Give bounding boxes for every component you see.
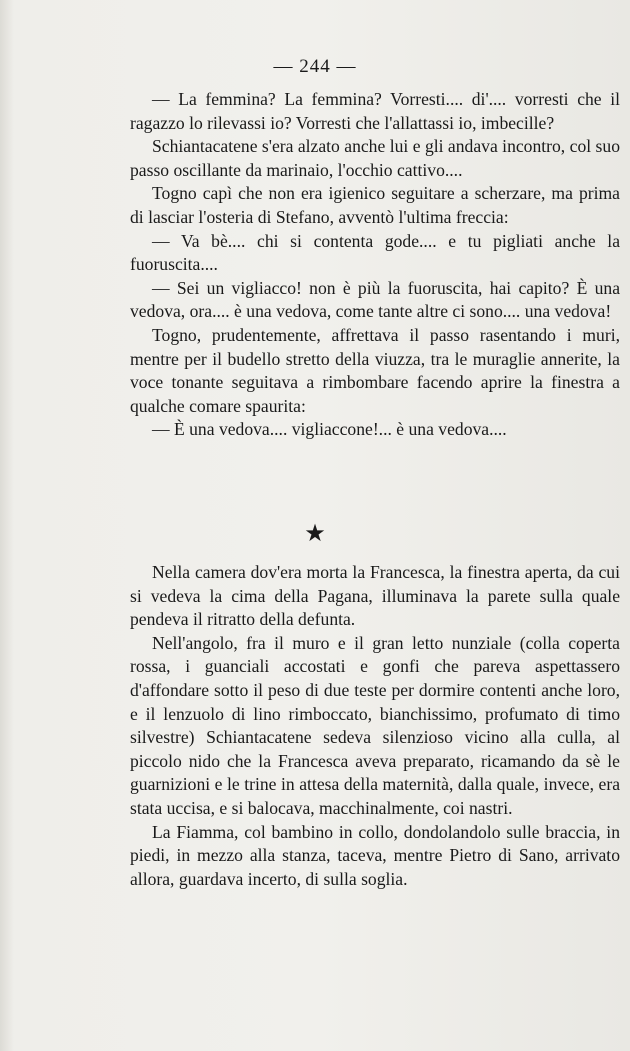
paragraph: Nell'angolo, fra il muro e il gran letto nunziale (colla coperta rossa, i guanciali accostati e gonfi che pareva aspettassero d'affondare sotto il peso di due teste per dormire contenti anche loro, e il lenzuolo di lino rimboccato, bianchissimo, profumato di timo silvestre) Schiantacatene sedeva silenzioso vicino alla culla, al piccolo nido che la Francesca aveva preparato, ricamando da sè le guarnizioni e le trine in attesa della maternità, dalla quale, invece, era stata uccisa, e si balocava, macchinalmente, coi nastri. — [130, 632, 620, 818]
paragraph: — È una vedova.... vigliaccone!... è una vedova.... — [152, 419, 507, 440]
paragraph: La Fiamma, col bambino in collo, dondolandolo sulle braccia, in piedi, in mezzo alla stanza, taceva, mentre Pietro di Sano, arrivato allora, guardava incerto, di sulla soglia. — [130, 821, 620, 889]
text-section-2 — [130, 561, 620, 891]
paragraph: — La femmina? La femmina? Vorresti.... di'.... vorresti che il ragazzo lo rilevassi io? Vorresti che l'allattassi io, imbecille? — [130, 89, 620, 133]
text-section-1 — [130, 88, 620, 442]
paragraph: — Va bè.... chi si contenta gode.... e tu pigliati anche la fuoruscita.... — [130, 230, 620, 275]
page-number: — 244 — — [273, 56, 357, 77]
star-separator-icon: ★ — [304, 521, 326, 547]
paragraph: Schiantacatene s'era alzato anche lui e gli andava incontro, col suo passo oscillante da marinaio, l'occhio cattivo.... — [130, 136, 620, 180]
paragraph: Togno capì che non era igienico seguitare a scherzare, ma prima di lasciar l'osteria di Stefano, avventò l'ultima freccia: — [130, 183, 620, 227]
paragraph: — Sei un vigliacco! non è più la fuoruscita, hai capito? È una vedova, ora.... è una vedova, come tante altre ci sono.... una vedova! — [130, 277, 620, 322]
paragraph: Togno, prudentemente, affrettava il passo rasentando i muri, mentre per il budello stretto della viuzza, tra le muraglie annerite, la voce tonante seguitava a rimbombare facendo aprire la finestra a qualche comare spaurita: — [130, 324, 620, 416]
paragraph: Nella camera dov'era morta la Francesca, la finestra aperta, da cui si vedeva la cima della Pagana, illuminava la parete sulla quale pendeva il ritratto della defunta. — [130, 562, 620, 630]
